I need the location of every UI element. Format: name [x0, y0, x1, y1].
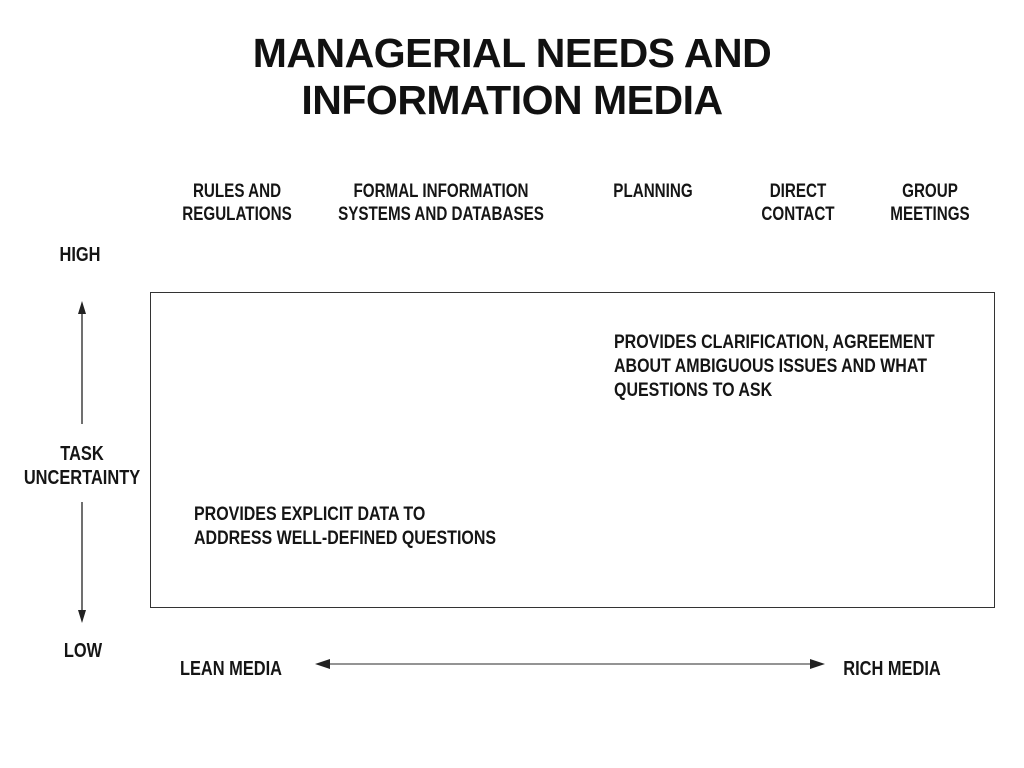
- rich-description-line-3: QUESTIONS TO ASK: [614, 379, 773, 401]
- vertical-up-arrow: [78, 301, 86, 424]
- axis-high-text: HIGH: [59, 244, 101, 266]
- media-rules-line-1: RULES AND: [192, 181, 282, 202]
- title-line-1: MANAGERIAL NEEDS AND: [252, 30, 772, 76]
- axis-low-text: LOW: [63, 640, 103, 662]
- title-line-2: INFORMATION MEDIA: [301, 77, 723, 123]
- axis-name-line-1: TASK: [60, 443, 104, 465]
- media-direct-line-2: CONTACT: [761, 204, 835, 225]
- vertical-down-arrow: [78, 502, 86, 623]
- axis-lean-text: LEAN MEDIA: [179, 658, 283, 680]
- media-rules-line-2: REGULATIONS: [182, 204, 292, 225]
- axis-rich-text: RICH MEDIA: [843, 658, 941, 680]
- rich-description-line-1: PROVIDES CLARIFICATION, AGREEMENT: [614, 331, 935, 353]
- media-formal-line-2: SYSTEMS AND DATABASES: [338, 204, 544, 225]
- media-group-line-1: GROUP: [902, 181, 958, 202]
- media-group-line-2: MEETINGS: [890, 204, 970, 225]
- lean-description-line-1: PROVIDES EXPLICIT DATA TO: [194, 503, 426, 525]
- media-planning-line-1: PLANNING: [613, 181, 693, 202]
- media-formal-line-1: FORMAL INFORMATION: [353, 181, 529, 202]
- lean-description-line-2: ADDRESS WELL-DEFINED QUESTIONS: [194, 527, 497, 549]
- horizontal-double-arrow: [315, 659, 825, 669]
- media-direct-line-1: DIRECT: [769, 181, 827, 202]
- axis-name-line-2: UNCERTAINTY: [23, 467, 141, 489]
- rich-description-line-2: ABOUT AMBIGUOUS ISSUES AND WHAT: [614, 355, 927, 377]
